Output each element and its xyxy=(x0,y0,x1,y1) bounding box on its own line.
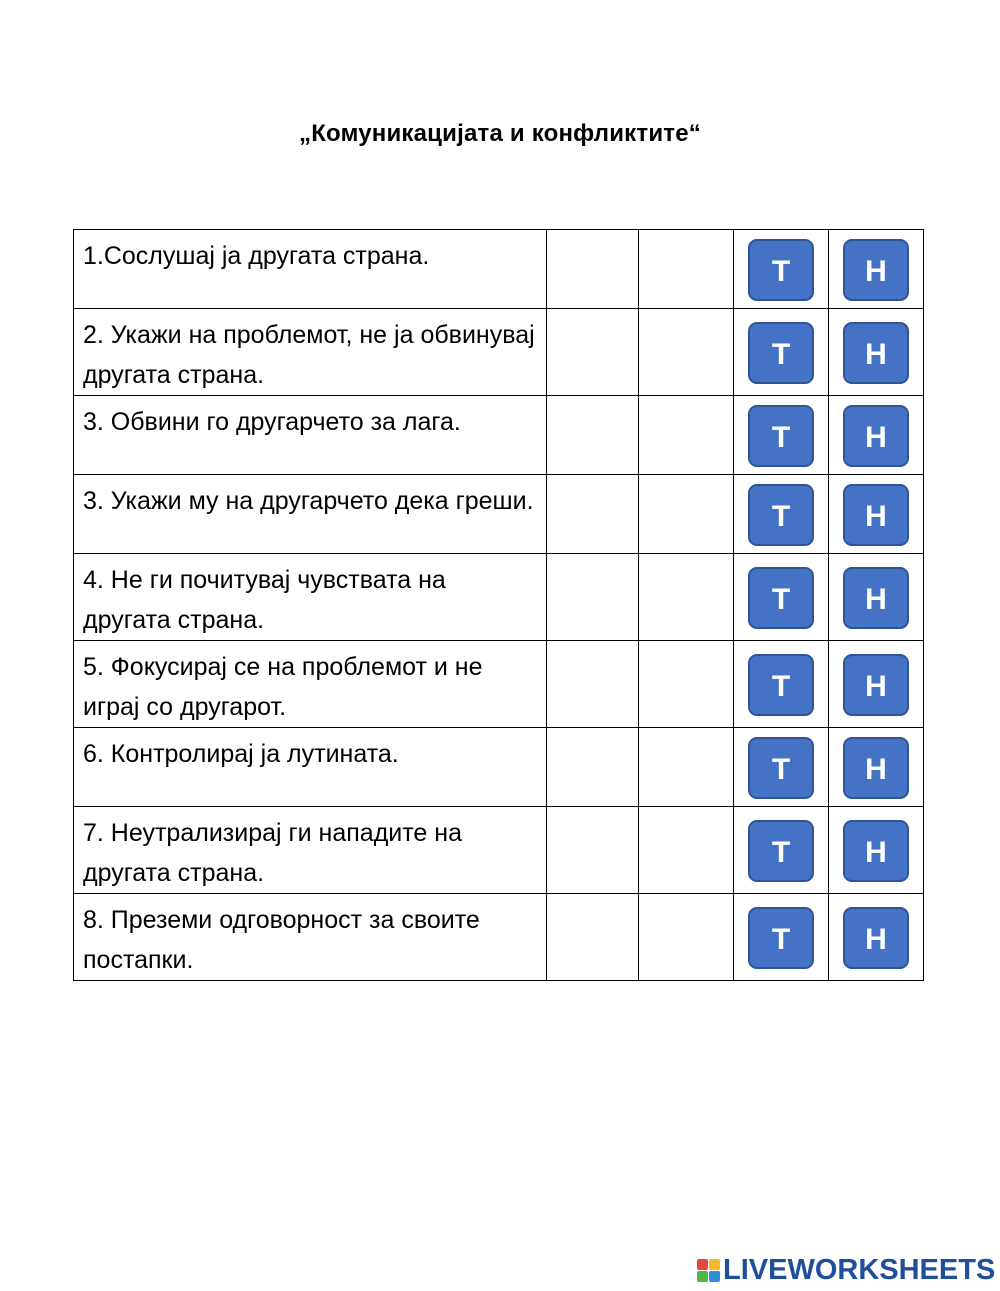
true-cell xyxy=(734,309,829,396)
false-button[interactable]: Н xyxy=(843,484,909,546)
table-row xyxy=(74,641,924,728)
false-cell xyxy=(829,396,924,475)
false-cell xyxy=(829,728,924,807)
false-cell xyxy=(829,641,924,728)
table-row xyxy=(74,396,924,475)
statement-text: 6. Контролирај ја лутината. xyxy=(74,728,547,807)
true-button[interactable]: Т xyxy=(748,654,814,716)
true-button[interactable]: Т xyxy=(748,405,814,467)
statement-text: 5. Фокусирај се на проблемот и не играј со другарот. xyxy=(74,641,547,728)
blank-cell xyxy=(547,554,639,641)
true-button[interactable]: Т xyxy=(748,907,814,969)
page-title: „Комуникацијата и конфликтите“ xyxy=(299,120,701,147)
false-button[interactable]: Н xyxy=(843,567,909,629)
statement-text: 3. Обвини го другарчето за лага. xyxy=(74,396,547,475)
blank-cell xyxy=(547,309,639,396)
blank-cell xyxy=(639,894,734,981)
true-cell xyxy=(734,475,829,554)
false-cell xyxy=(829,230,924,309)
blank-cell xyxy=(639,309,734,396)
blank-cell xyxy=(639,396,734,475)
statements-table xyxy=(73,229,924,981)
true-button[interactable]: Т xyxy=(748,484,814,546)
table-row xyxy=(74,807,924,894)
blank-cell xyxy=(639,230,734,309)
logo-square-3 xyxy=(697,1271,708,1282)
true-cell xyxy=(734,396,829,475)
statement-text: 2. Укажи на проблемот, не ја обвинувај другата страна. xyxy=(74,309,547,396)
true-cell xyxy=(734,230,829,309)
statement-text: 3. Укажи му на другарчето дека греши. xyxy=(74,475,547,554)
false-button[interactable]: Н xyxy=(843,820,909,882)
true-button[interactable]: Т xyxy=(748,567,814,629)
statements-table-body xyxy=(74,230,924,981)
blank-cell xyxy=(547,396,639,475)
blank-cell xyxy=(547,807,639,894)
blank-cell xyxy=(547,230,639,309)
true-cell xyxy=(734,554,829,641)
blank-cell xyxy=(639,728,734,807)
true-button[interactable]: Т xyxy=(748,737,814,799)
true-cell xyxy=(734,728,829,807)
table-row xyxy=(74,728,924,807)
blank-cell xyxy=(547,728,639,807)
false-button[interactable]: Н xyxy=(843,239,909,301)
blank-cell xyxy=(639,554,734,641)
logo-square-4 xyxy=(709,1271,720,1282)
table-row xyxy=(74,554,924,641)
true-cell xyxy=(734,641,829,728)
brand-name: LIVEWORKSHEETS xyxy=(723,1253,996,1286)
false-cell xyxy=(829,309,924,396)
table-row xyxy=(74,475,924,554)
statement-text: 4. Не ги почитувај чувствата на другата страна. xyxy=(74,554,547,641)
table-row xyxy=(74,894,924,981)
blank-cell xyxy=(547,641,639,728)
true-button[interactable]: Т xyxy=(748,239,814,301)
logo-square-1 xyxy=(697,1259,708,1270)
table-row xyxy=(74,309,924,396)
blank-cell xyxy=(639,641,734,728)
blank-cell xyxy=(639,807,734,894)
blank-cell xyxy=(547,475,639,554)
statement-text: 1.Сослушај ја другата страна. xyxy=(74,230,547,309)
table-row xyxy=(74,230,924,309)
true-cell xyxy=(734,807,829,894)
false-button[interactable]: Н xyxy=(843,907,909,969)
statement-text: 8. Преземи одговорност за своите постапки. xyxy=(74,894,547,981)
blank-cell xyxy=(547,894,639,981)
true-button[interactable]: Т xyxy=(748,322,814,384)
liveworksheets-logo-icon xyxy=(697,1259,720,1282)
true-cell xyxy=(734,894,829,981)
liveworksheets-brand xyxy=(697,1254,995,1286)
true-button[interactable]: Т xyxy=(748,820,814,882)
false-button[interactable]: Н xyxy=(843,654,909,716)
false-cell xyxy=(829,807,924,894)
logo-square-2 xyxy=(709,1259,720,1270)
false-cell xyxy=(829,894,924,981)
false-cell xyxy=(829,475,924,554)
false-button[interactable]: Н xyxy=(843,322,909,384)
false-button[interactable]: Н xyxy=(843,405,909,467)
statement-text: 7. Неутрализирај ги нападите на другата страна. xyxy=(74,807,547,894)
false-button[interactable]: Н xyxy=(843,737,909,799)
false-cell xyxy=(829,554,924,641)
blank-cell xyxy=(639,475,734,554)
